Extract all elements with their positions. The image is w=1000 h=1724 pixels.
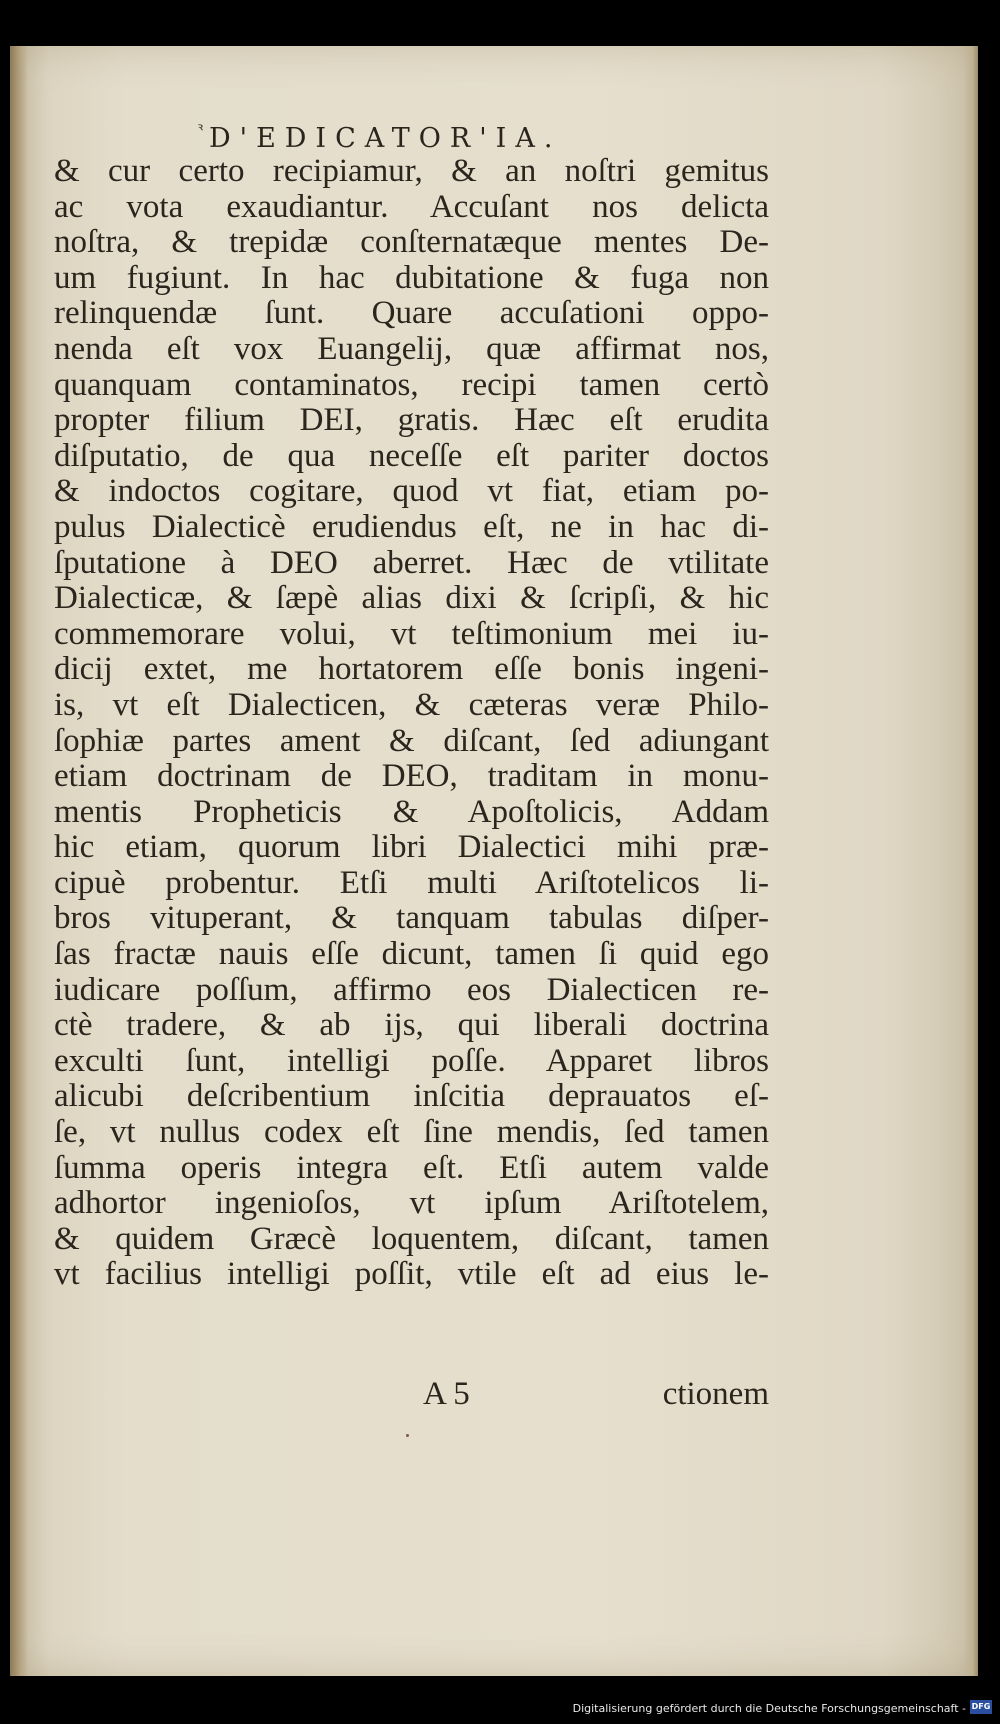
- text-line: ſe, vt nullus codex eſt ſine mendis, ſed tamen: [54, 1114, 769, 1151]
- text-line: iudicare poſſum, affirmo eos Dialecticen re-: [54, 971, 769, 1008]
- text-line: pulus Dialecticè erudiendus eſt, ne in hac di-: [54, 508, 769, 545]
- book-page: [10, 46, 978, 1676]
- text-line: ac vota exaudiantur. Accuſant nos delicta: [54, 188, 769, 225]
- text-line: commemorare volui, vt teſtimonium mei iu-: [54, 615, 769, 652]
- text-line: exculti ſunt, intelligi poſſe. Apparet libros: [54, 1042, 769, 1079]
- text-line: dicij extet, me hortatorem eſſe bonis ingeni-: [54, 651, 769, 688]
- page-footer-row: [54, 1376, 769, 1416]
- funding-credit: Digitalisierung gefördert durch die Deutsche Forschungsgemeinschaft -: [572, 1702, 966, 1715]
- text-line: alicubi deſcribentium inſcitia deprauatos eſ-: [54, 1078, 769, 1115]
- text-line: ſputatione à DEO aberret. Hæc de vtilitate: [54, 544, 769, 581]
- text-line: etiam doctrinam de DEO, traditam in monu-: [54, 758, 769, 795]
- text-line: vt facilius intelligi poſſit, vtile eſt ad eius le-: [54, 1256, 769, 1293]
- text-line: um fugiunt. In hac dubitatione & fuga non: [54, 259, 769, 296]
- page-spine-edge: [10, 46, 28, 1676]
- text-line: ſumma operis integra eſt. Etſi autem valde: [54, 1149, 769, 1186]
- text-line: cipuè probentur. Etſi multi Ariſtotelicos li-: [54, 864, 769, 901]
- running-head: ᷣD'EDICATOR'IA.: [200, 123, 562, 154]
- text-line: Dialecticæ, & ſæpè alias dixi & ſcripſi, & hic: [54, 580, 769, 617]
- text-line: quanquam contaminatos, recipi tamen certò: [54, 366, 769, 403]
- text-line: mentis Propheticis & Apoſtolicis, Addam: [54, 793, 769, 830]
- text-line: & quidem Græcè loquentem, diſcant, tamen: [54, 1220, 769, 1257]
- text-line: hic etiam, quorum libri Dialectici mihi præ-: [54, 829, 769, 866]
- ink-speck: [406, 1434, 409, 1437]
- text-line: diſputatio, de qua neceſſe eſt pariter doctos: [54, 437, 769, 474]
- text-line: ſophiæ partes ament & diſcant, ſed adiungant: [54, 722, 769, 759]
- digitization-footer: [0, 1694, 1000, 1724]
- text-line: is, vt eſt Dialecticen, & cæteras veræ Philo-: [54, 686, 769, 723]
- body-text: [54, 154, 769, 1293]
- text-line: ſas fractæ nauis eſſe dicunt, tamen ſi quid ego: [54, 936, 769, 973]
- text-line: adhortor ingenioſos, vt ipſum Ariſtotelem,: [54, 1185, 769, 1222]
- text-line: nenda eſt vox Euangelij, quæ affirmat nos,: [54, 330, 769, 367]
- text-line: & cur certo recipiamur, & an noſtri gemitus: [54, 153, 769, 189]
- text-line: noſtra, & trepidæ conſternatæque mentes De-: [54, 224, 769, 261]
- text-line: bros vituperant, & tanquam tabulas diſper-: [54, 900, 769, 937]
- text-line: propter filium DEI, gratis. Hæc eſt erudita: [54, 402, 769, 439]
- text-line: relinquendæ ſunt. Quare accuſationi oppo-: [54, 295, 769, 332]
- signature-mark: A 5: [423, 1376, 470, 1412]
- dfg-logo-icon: DFG: [970, 1700, 992, 1714]
- text-line: & indoctos cogitare, quod vt fiat, etiam po-: [54, 473, 769, 510]
- text-line: ctè tradere, & ab ijs, qui liberali doctrina: [54, 1007, 769, 1044]
- catchword: ctionem: [662, 1376, 769, 1412]
- page-right-edge: [964, 46, 978, 1676]
